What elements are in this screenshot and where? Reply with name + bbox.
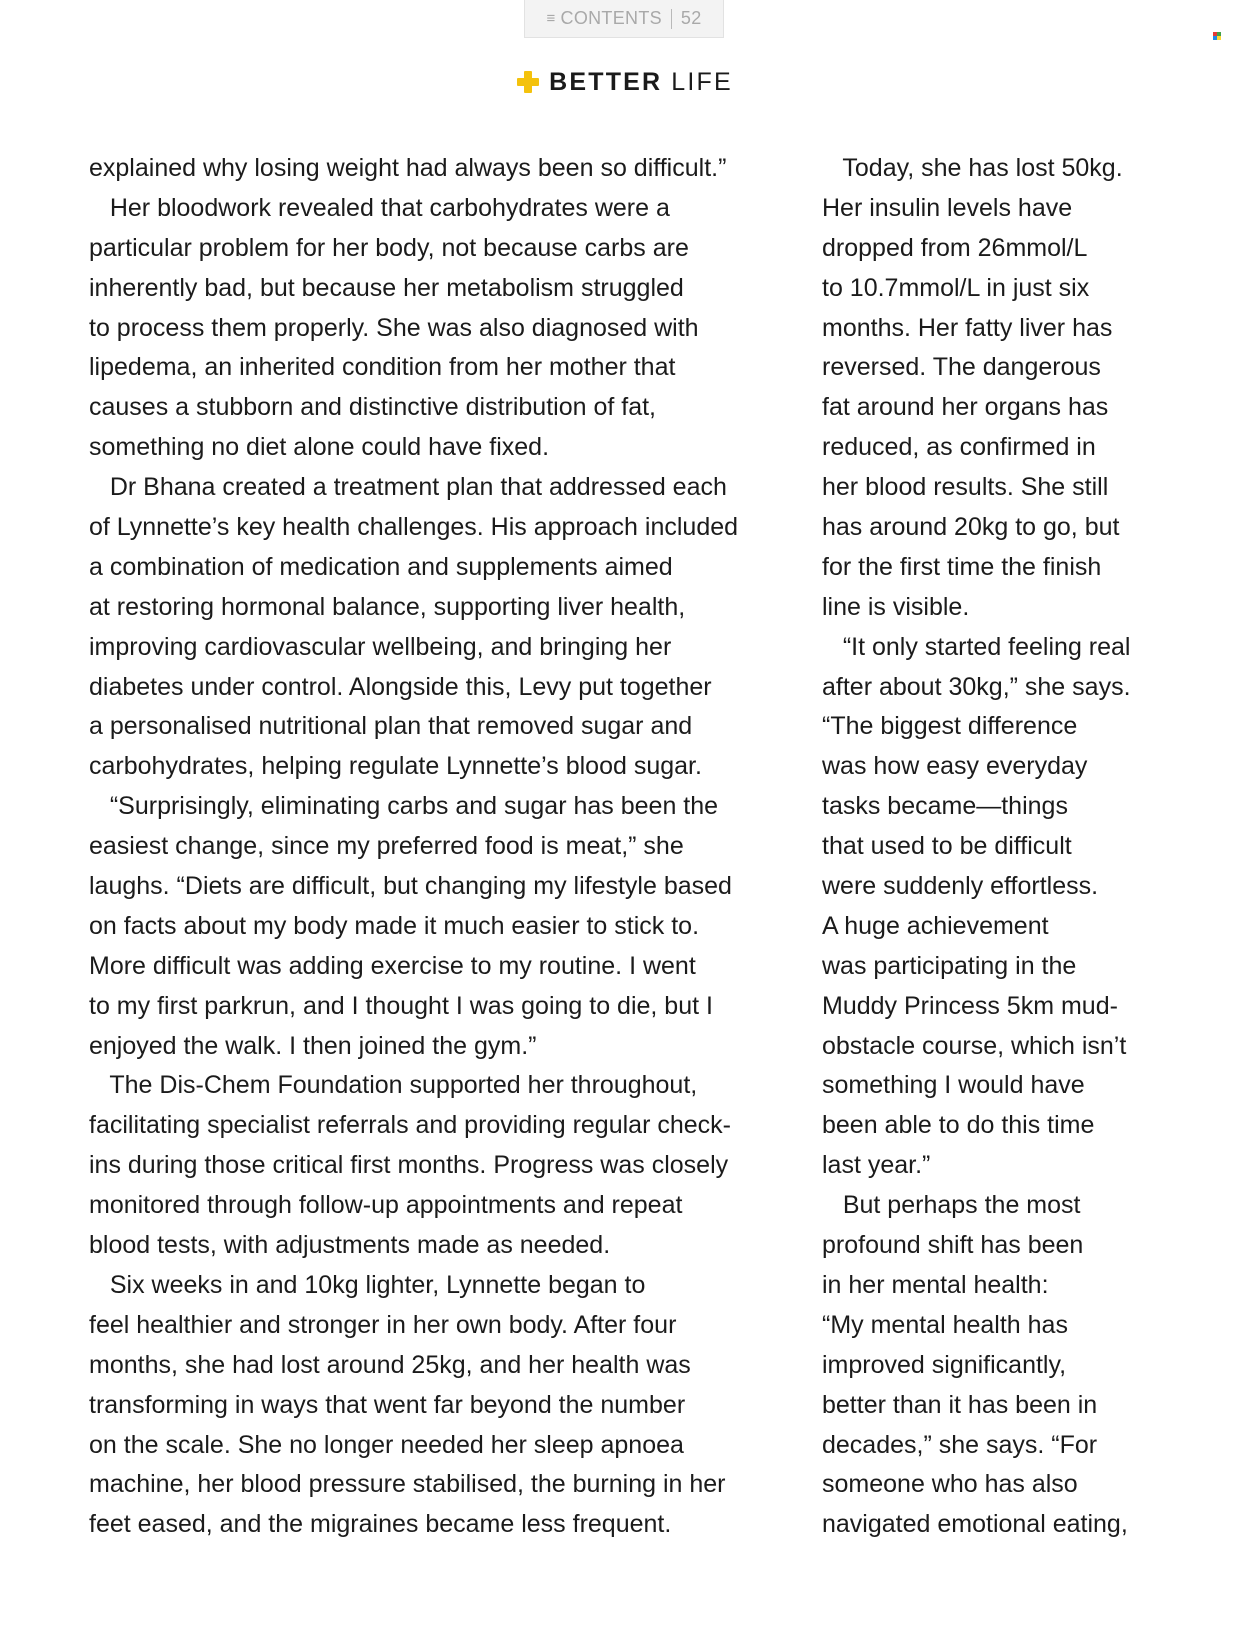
text-line: causes a stubborn and distinctive distribution of fat, xyxy=(89,393,656,422)
text-line: fat around her organs has xyxy=(822,393,1109,422)
text-line: “The biggest difference xyxy=(822,712,1078,741)
text-line: carbohydrates, helping regulate Lynnette’s blood sugar. xyxy=(89,752,702,781)
text-line: Six weeks in and 10kg lighter, Lynnette began to xyxy=(89,1270,646,1299)
text-line: was how easy everyday xyxy=(822,752,1088,781)
text-line: obstacle course, which isn’t xyxy=(822,1031,1127,1060)
text-line: to my first parkrun, and I thought I was going to die, but I xyxy=(89,991,713,1020)
text-line: months, she had lost around 25kg, and her health was xyxy=(89,1350,691,1379)
text-line: diabetes under control. Alongside this, Levy put together xyxy=(89,672,712,701)
text-line: reduced, as confirmed in xyxy=(822,433,1096,462)
text-line: last year.” xyxy=(822,1151,931,1180)
text-line: Her insulin levels have xyxy=(822,193,1073,222)
text-line: Dr Bhana created a treatment plan that addressed each xyxy=(89,473,727,502)
text-line: something no diet alone could have fixed. xyxy=(89,433,550,462)
text-line: particular problem for her body, not because carbs are xyxy=(89,233,689,262)
text-line: A huge achievement xyxy=(822,911,1049,940)
text-line: machine, her blood pressure stabilised, the burning in her xyxy=(89,1470,726,1499)
text-line: on the scale. She no longer needed her sleep apnoea xyxy=(89,1430,684,1459)
contents-tab[interactable] xyxy=(524,0,724,38)
text-line: lipedema, an inherited condition from her mother that xyxy=(89,353,676,382)
text-line: in her mental health: xyxy=(822,1270,1049,1299)
text-line: better than it has been in xyxy=(822,1390,1098,1419)
text-line: feel healthier and stronger in her own body. After four xyxy=(89,1310,677,1339)
text-line: blood tests, with adjustments made as needed. xyxy=(89,1231,611,1260)
text-line: dropped from 26mmol/L xyxy=(822,233,1088,262)
section-title-bold: BETTER xyxy=(549,67,663,96)
text-line: reversed. The dangerous xyxy=(822,353,1101,382)
text-line: transforming in ways that went far beyond the number xyxy=(89,1390,686,1419)
section-title-light: LIFE xyxy=(671,67,733,96)
text-line: feet eased, and the migraines became less frequent. xyxy=(89,1510,672,1539)
text-line: “It only started feeling real xyxy=(822,632,1131,661)
text-line: after about 30kg,” she says. xyxy=(822,672,1131,701)
section-header xyxy=(0,62,1250,102)
tab-divider xyxy=(671,9,672,29)
text-line: line is visible. xyxy=(822,592,970,621)
page-number: 52 xyxy=(680,8,702,28)
text-line: enjoyed the walk. I then joined the gym.” xyxy=(89,1031,537,1060)
text-line: Today, she has lost 50kg. xyxy=(822,154,1123,182)
text-line: at restoring hormonal balance, supporting liver health, xyxy=(89,592,686,621)
menu-icon: ≡ xyxy=(546,10,556,27)
text-line: profound shift has been xyxy=(822,1231,1084,1260)
text-line: improved significantly, xyxy=(822,1350,1067,1379)
article-column-right xyxy=(822,149,1162,1545)
text-line: a combination of medication and supplements aimed xyxy=(89,552,673,581)
text-line: for the first time the finish xyxy=(822,552,1102,581)
text-line: decades,” she says. “For xyxy=(822,1430,1098,1459)
text-line: tasks became—things xyxy=(822,792,1068,821)
text-line: facilitating specialist referrals and providing regular check- xyxy=(89,1111,731,1140)
text-line: laughs. “Diets are difficult, but changing my lifestyle based xyxy=(89,872,732,901)
text-line: to process them properly. She was also diagnosed with xyxy=(89,313,699,342)
text-line: of Lynnette’s key health challenges. His approach included xyxy=(89,513,739,542)
corner-color-icon xyxy=(1213,32,1221,40)
text-line: someone who has also xyxy=(822,1470,1078,1499)
text-line: Her bloodwork revealed that carbohydrates were a xyxy=(89,193,670,222)
text-line: were suddenly effortless. xyxy=(822,872,1099,901)
text-line: More difficult was adding exercise to my routine. I went xyxy=(89,951,696,980)
contents-label: CONTENTS xyxy=(560,8,662,28)
text-line: easiest change, since my preferred food is meat,” she xyxy=(89,832,684,861)
text-line: explained why losing weight had always been so difficult.” xyxy=(89,154,727,182)
text-line: been able to do this time xyxy=(822,1111,1095,1140)
text-line: has around 20kg to go, but xyxy=(822,513,1120,542)
text-line: something I would have xyxy=(822,1071,1085,1100)
plus-icon xyxy=(517,71,539,93)
text-line: navigated emotional eating, xyxy=(822,1510,1128,1539)
text-line: her blood results. She still xyxy=(822,473,1109,502)
text-line: Muddy Princess 5km mud- xyxy=(822,991,1118,1020)
text-line: “Surprisingly, eliminating carbs and sugar has been the xyxy=(89,792,719,821)
text-line: ins during those critical first months. Progress was closely xyxy=(89,1151,729,1180)
article-column-left xyxy=(89,149,804,1545)
text-line: on facts about my body made it much easier to stick to. xyxy=(89,911,700,940)
text-line: inherently bad, but because her metabolism struggled xyxy=(89,273,684,302)
text-line: But perhaps the most xyxy=(822,1191,1081,1220)
text-line: to 10.7mmol/L in just six xyxy=(822,273,1090,302)
text-line: a personalised nutritional plan that removed sugar and xyxy=(89,712,693,741)
text-line: monitored through follow-up appointments and repeat xyxy=(89,1191,683,1220)
text-line: The Dis-Chem Foundation supported her throughout, xyxy=(89,1071,698,1100)
text-line: was participating in the xyxy=(822,951,1077,980)
text-line: months. Her fatty liver has xyxy=(822,313,1113,342)
text-line: that used to be difficult xyxy=(822,832,1072,861)
text-line: improving cardiovascular wellbeing, and bringing her xyxy=(89,632,672,661)
text-line: “My mental health has xyxy=(822,1310,1068,1339)
